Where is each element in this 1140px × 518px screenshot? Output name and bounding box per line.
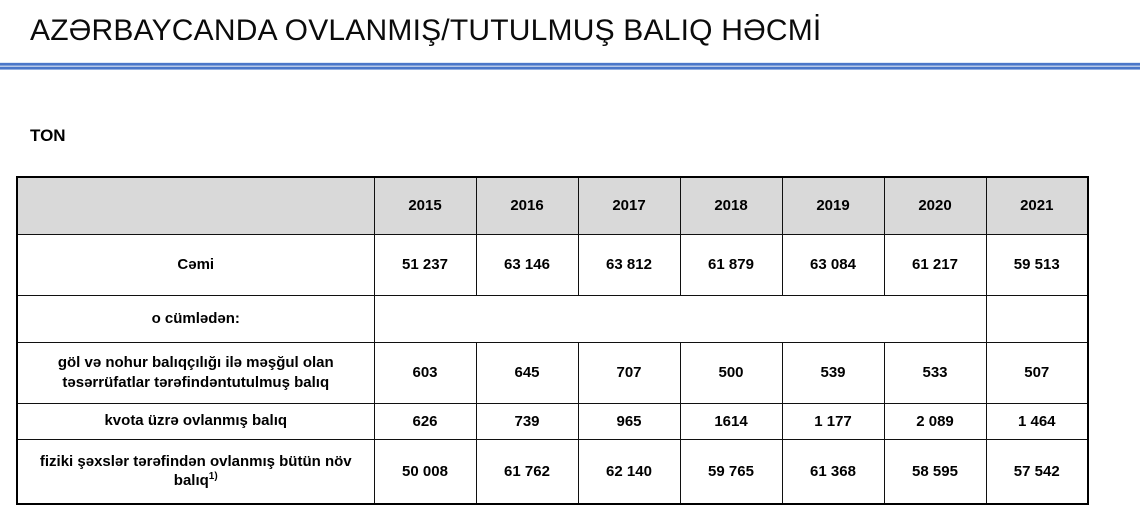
header-year-2021: 2021	[986, 177, 1088, 234]
row-label-text: fiziki şəxslər tərəfindən ovlanmış bütün növ balıq	[39, 452, 352, 490]
header-year-2020: 2020	[884, 177, 986, 234]
header-year-2016: 2016	[476, 177, 578, 234]
row-label-individuals-catch	[17, 439, 374, 504]
row-label-quota-catch: kvota üzrə ovlanmış balıq	[17, 403, 374, 439]
fish-volume-table	[16, 176, 1089, 505]
table-row-individuals-catch	[17, 439, 1088, 504]
cell-empty	[986, 295, 1088, 342]
table-header-row	[17, 177, 1088, 234]
cell-value: 63 146	[476, 234, 578, 295]
table-row-quota-catch	[17, 403, 1088, 439]
cell-value: 739	[476, 403, 578, 439]
cell-value: 57 542	[986, 439, 1088, 504]
title-underline-divider	[0, 62, 1140, 70]
page-title: AZƏRBAYCANDA OVLANMIŞ/TUTULMUŞ BALIQ HƏCMİ	[30, 14, 822, 47]
header-year-2017: 2017	[578, 177, 680, 234]
row-label-including: o cümlədən:	[17, 295, 374, 342]
cell-value: 645	[476, 342, 578, 403]
row-label-total: Cəmi	[17, 234, 374, 295]
cell-value: 62 140	[578, 439, 680, 504]
header-year-2018: 2018	[680, 177, 782, 234]
table-row-including	[17, 295, 1088, 342]
cell-value: 626	[374, 403, 476, 439]
cell-value: 965	[578, 403, 680, 439]
table-row-lake-pond-farms	[17, 342, 1088, 403]
header-year-2015: 2015	[374, 177, 476, 234]
cell-value: 500	[680, 342, 782, 403]
cell-value: 61 368	[782, 439, 884, 504]
cell-value: 58 595	[884, 439, 986, 504]
unit-label: TON	[30, 126, 66, 145]
cell-value: 63 084	[782, 234, 884, 295]
cell-value: 63 812	[578, 234, 680, 295]
footnote-marker: 1)	[208, 471, 218, 483]
cell-value: 51 237	[374, 234, 476, 295]
cell-value: 603	[374, 342, 476, 403]
cell-value: 2 089	[884, 403, 986, 439]
cell-value: 61 762	[476, 439, 578, 504]
cell-value: 50 008	[374, 439, 476, 504]
cell-empty-merged	[374, 295, 986, 342]
row-label-lake-pond-farms: göl və nohur balıqçılığı ilə məşğul olan təsərrüfatlar tərəfindəntutulmuş balıq	[17, 342, 374, 403]
cell-value: 59 513	[986, 234, 1088, 295]
cell-value: 1614	[680, 403, 782, 439]
cell-value: 59 765	[680, 439, 782, 504]
cell-value: 61 879	[680, 234, 782, 295]
header-year-2019: 2019	[782, 177, 884, 234]
cell-value: 507	[986, 342, 1088, 403]
cell-value: 1 177	[782, 403, 884, 439]
cell-value: 533	[884, 342, 986, 403]
cell-value: 61 217	[884, 234, 986, 295]
cell-value: 539	[782, 342, 884, 403]
header-empty-cell	[17, 177, 374, 234]
cell-value: 1 464	[986, 403, 1088, 439]
cell-value: 707	[578, 342, 680, 403]
table-row-total	[17, 234, 1088, 295]
